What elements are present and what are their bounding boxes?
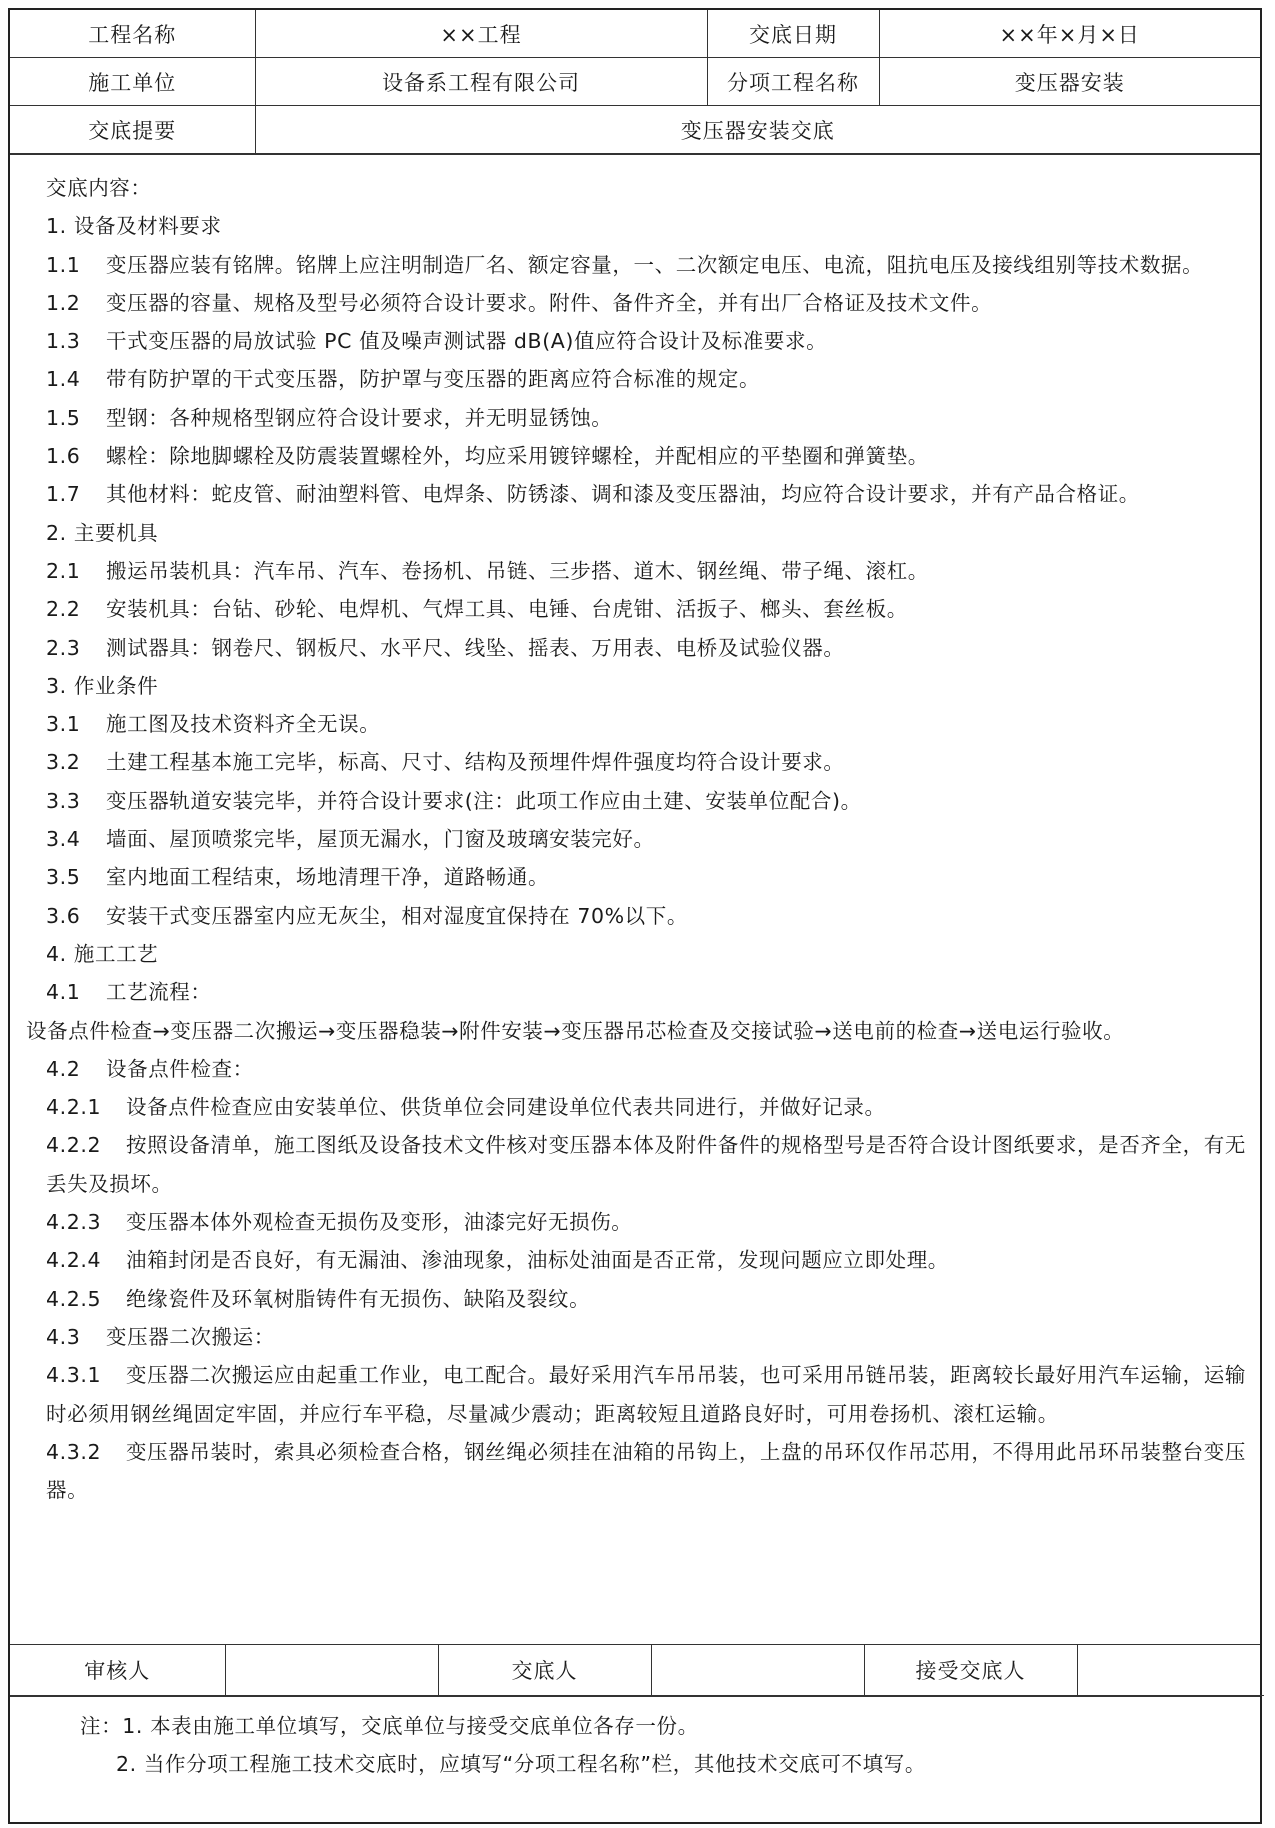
item-text: 变压器二次搬运应由起重工作业，电工配合。最好采用汽车吊吊装，也可采用吊链吊装，距离较长最好用汽车运输，运输时必须用钢丝绳固定牢固，并应行车平稳，尽量减少震动；距离较短且道路良好时，可用卷扬机、滚杠运输。 (46, 1363, 1246, 1426)
item-text: 变压器的容量、规格及型号必须符合设计要求。附件、备件齐全，并有出厂合格证及技术文件。 (106, 290, 993, 315)
content-line (26, 1318, 1246, 1356)
header-row-1 (10, 10, 1260, 58)
disclosure-content (10, 154, 1260, 1645)
item-number: 3.6 (46, 903, 81, 928)
signature-table (10, 1645, 1264, 1696)
item-text: 室内地面工程结束，场地清理干净，道路畅通。 (106, 865, 550, 890)
item-number: 4.2.2 (46, 1133, 102, 1158)
content-line (26, 1012, 1246, 1050)
item-number: 3.3 (46, 788, 81, 813)
content-line (26, 322, 1246, 360)
item-text: 按照设备清单，施工图纸及设备技术文件核对变压器本体及附件备件的规格型号是否符合设计图纸要求，是否齐全，有无丢失及损坏。 (46, 1133, 1246, 1196)
reviewer-label: 审核人 (10, 1645, 225, 1696)
item-text: 设备点件检查： (106, 1056, 254, 1081)
item-number: 4.3 (46, 1324, 81, 1349)
item-text: 土建工程基本施工完毕，标高、尺寸、结构及预埋件焊件强度均符合设计要求。 (106, 750, 845, 775)
content-line (26, 514, 1246, 552)
item-text: 安装干式变压器室内应无灰尘，相对湿度宜保持在 70%以下。 (106, 903, 688, 928)
item-number: 3.4 (46, 827, 81, 852)
item-number: 1.5 (46, 405, 81, 430)
item-text: 绝缘瓷件及环氧树脂铸件有无损伤、缺陷及裂纹。 (126, 1286, 591, 1311)
item-text: 安装机具：台钻、砂轮、电焊机、气焊工具、电锤、台虎钳、活扳子、榔头、套丝板。 (106, 597, 908, 622)
item-text: 设备点件检查应由安装单位、供货单位会同建设单位代表共同进行，并做好记录。 (126, 1095, 886, 1120)
contractor-label: 施工单位 (10, 58, 255, 106)
note-1: 注：1. 本表由施工单位填写，交底单位与接受交底单位各存一份。 (80, 1714, 699, 1738)
item-number: 4.2 (46, 1056, 81, 1081)
item-number: 1.4 (46, 367, 81, 392)
item-number: 1.3 (46, 329, 81, 354)
item-text: 测试器具：钢卷尺、钢板尺、水平尺、线坠、摇表、万用表、电桥及试验仪器。 (106, 635, 845, 660)
content-line (26, 1203, 1246, 1241)
item-number: 2.2 (46, 597, 81, 622)
item-text: 带有防护罩的干式变压器，防护罩与变压器的距离应符合标准的规定。 (106, 367, 761, 392)
content-line (26, 1433, 1246, 1510)
content-line (26, 169, 1246, 207)
content-line (26, 667, 1246, 705)
date-label: 交底日期 (707, 10, 879, 58)
item-text: 变压器应装有铭牌。铭牌上应注明制造厂名、额定容量，一、二次额定电压、电流，阻抗电压及接线组别等技术数据。 (106, 252, 1204, 277)
content-line (26, 935, 1246, 973)
item-text: 变压器吊装时，索具必须检查合格，钢丝绳必须挂在油箱的吊钩上，上盘的吊环仅作吊芯用，不得用此吊环吊装整台变压器。 (46, 1439, 1246, 1503)
content-line (26, 1356, 1246, 1433)
item-number: 4.2.3 (46, 1210, 102, 1235)
content-line (26, 897, 1246, 935)
item-number: 3.5 (46, 865, 81, 890)
content-line (26, 705, 1246, 743)
content-line (26, 360, 1246, 398)
content-line (26, 1241, 1246, 1279)
content-line (26, 590, 1246, 628)
item-number: 1.6 (46, 444, 81, 469)
content-line (26, 1280, 1246, 1318)
discloser-label: 交底人 (438, 1645, 651, 1696)
item-text: 4. 施工工艺 (46, 941, 159, 966)
item-number: 1.7 (46, 482, 81, 507)
content-line (26, 858, 1246, 896)
item-text: 油箱封闭是否良好，有无漏油、渗油现象，油标处油面是否正常，发现问题应立即处理。 (126, 1248, 949, 1273)
item-number: 4.2.5 (46, 1286, 102, 1311)
item-text: 其他材料：蛇皮管、耐油塑料管、电焊条、防锈漆、调和漆及变压器油，均应符合设计要求，并有产品合格证。 (106, 482, 1140, 507)
item-text: 交底内容： (46, 176, 152, 200)
content-line (26, 1088, 1246, 1126)
content-line (26, 552, 1246, 590)
item-text: 设备点件检查→变压器二次搬运→变压器稳装→附件安装→变压器吊芯检查及交接试验→送电前的检查→送电运行验收。 (26, 1018, 1125, 1043)
item-number: 4.1 (46, 980, 81, 1005)
content-line (26, 820, 1246, 858)
discloser-field[interactable] (651, 1645, 864, 1696)
item-number: 4.3.2 (46, 1439, 102, 1464)
content-line (26, 973, 1246, 1011)
summary-value: 变压器安装交底 (255, 106, 1260, 154)
summary-label: 交底提要 (10, 106, 255, 154)
item-text: 2. 主要机具 (46, 520, 159, 545)
content-line (26, 246, 1246, 284)
item-number: 1.1 (46, 252, 81, 277)
item-text: 变压器二次搬运： (106, 1324, 275, 1349)
item-number: 1.2 (46, 290, 81, 315)
content-line (26, 629, 1246, 667)
item-number: 2.3 (46, 635, 81, 660)
content-line (26, 1126, 1246, 1203)
reviewer-field[interactable] (225, 1645, 438, 1696)
item-text: 工艺流程： (106, 980, 212, 1005)
content-line (26, 207, 1246, 245)
notes (10, 1696, 1260, 1783)
disclosure-form (8, 8, 1262, 1824)
content-line (26, 743, 1246, 781)
receiver-field[interactable] (1077, 1645, 1264, 1696)
item-text: 1. 设备及材料要求 (46, 214, 222, 239)
project-name-value: ××工程 (255, 10, 707, 58)
item-number: 4.2.4 (46, 1248, 102, 1273)
contractor-value: 设备系工程有限公司 (255, 58, 707, 106)
note-2: 2. 当作分项工程施工技术交底时，应填写“分项工程名称”栏，其他技术交底可不填写。 (116, 1752, 926, 1776)
header-row-3 (10, 106, 1260, 154)
item-text: 搬运吊装机具：汽车吊、汽车、卷扬机、吊链、三步搭、道木、钢丝绳、带子绳、滚杠。 (106, 558, 929, 583)
item-number: 4.3.1 (46, 1363, 102, 1388)
item-text: 施工图及技术资料齐全无误。 (106, 712, 381, 737)
content-line (26, 284, 1246, 322)
content-line (26, 1050, 1246, 1088)
item-text: 变压器本体外观检查无损伤及变形，油漆完好无损伤。 (126, 1210, 633, 1235)
item-number: 2.1 (46, 558, 81, 583)
item-number: 3.2 (46, 750, 81, 775)
item-text: 型钢：各种规格型钢应符合设计要求，并无明显锈蚀。 (106, 405, 613, 430)
item-number: 4.2.1 (46, 1095, 102, 1120)
item-text: 3. 作业条件 (46, 673, 159, 698)
content-line (26, 399, 1246, 437)
content-line (26, 782, 1246, 820)
receiver-label: 接受交底人 (864, 1645, 1077, 1696)
subproject-value: 变压器安装 (879, 58, 1260, 106)
signature-row (10, 1645, 1264, 1696)
project-name-label: 工程名称 (10, 10, 255, 58)
content-line (26, 437, 1246, 475)
header-table (10, 10, 1260, 154)
item-number: 3.1 (46, 712, 81, 737)
subproject-label: 分项工程名称 (707, 58, 879, 106)
item-text: 干式变压器的局放试验 PC 值及噪声测试器 dB(A)值应符合设计及标准要求。 (106, 329, 828, 354)
content-line (26, 475, 1246, 513)
header-row-2 (10, 58, 1260, 106)
item-text: 螺栓：除地脚螺栓及防震装置螺栓外，均应采用镀锌螺栓，并配相应的平垫圈和弹簧垫。 (106, 444, 929, 469)
date-value: ××年×月×日 (879, 10, 1260, 58)
item-text: 墙面、屋顶喷浆完毕，屋顶无漏水，门窗及玻璃安装完好。 (106, 827, 655, 852)
item-text: 变压器轨道安装完毕，并符合设计要求(注：此项工作应由土建、安装单位配合)。 (106, 788, 862, 813)
